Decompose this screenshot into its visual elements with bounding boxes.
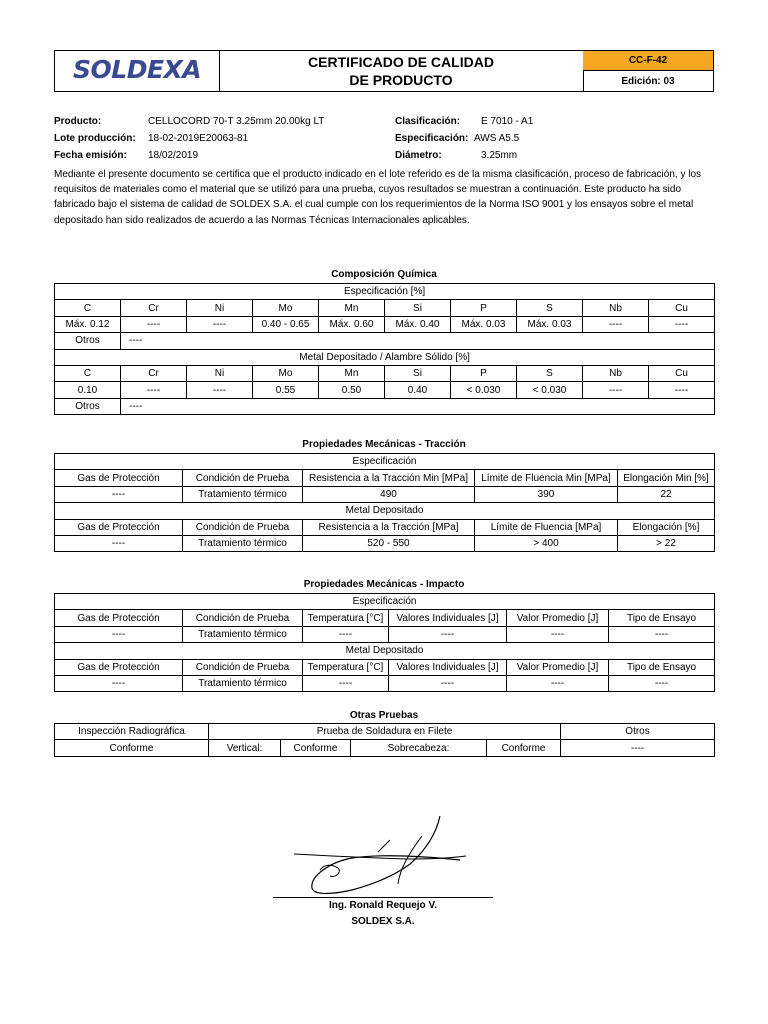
radio-value: Conforme <box>55 740 209 756</box>
value-cell: ---- <box>55 675 183 691</box>
element-cell: Ni <box>187 300 253 316</box>
dep-value-cell: 0.50 <box>319 382 385 398</box>
otros-value: ---- <box>561 740 715 756</box>
chem-title: Composición Química <box>331 269 437 280</box>
value-cell: ---- <box>55 535 183 551</box>
value-cell: ---- <box>507 675 609 691</box>
spec-value-cell: Máx. 0.12 <box>55 316 121 332</box>
column-header: Resistencia a la Tracción [MPa] <box>303 519 475 535</box>
dep-value-cell: < 0.030 <box>451 382 517 398</box>
document-code: CC-F-42 <box>583 51 713 71</box>
value-cell: > 400 <box>475 535 618 551</box>
tension-spec-header: Especificación <box>55 454 715 470</box>
dep-value-cell: ---- <box>583 382 649 398</box>
lote-value: 18-02-2019E20063-81 <box>148 133 249 144</box>
spec-value-cell: ---- <box>583 316 649 332</box>
column-header: Límite de Fluencia Min [MPa] <box>475 470 618 486</box>
element-cell: Mn <box>319 365 385 381</box>
value-cell: ---- <box>389 626 507 642</box>
spec-value-cell: Máx. 0.40 <box>385 316 451 332</box>
soldexa-logo: SOLDEXA <box>73 55 202 84</box>
signer-name: Ing. Ronald Requejo V. <box>329 900 437 911</box>
column-header: Temperatura [°C] <box>303 659 389 675</box>
title-line-1: CERTIFICADO DE CALIDAD <box>308 54 494 70</box>
element-cell: Cr <box>121 300 187 316</box>
element-cell: Ni <box>187 365 253 381</box>
diametro-label: Diámetro: <box>395 150 442 161</box>
chem-dep-header: Metal Depositado / Alambre Sólido [%] <box>55 349 715 365</box>
tension-dep-cols <box>55 519 715 535</box>
chem-dep-otros-row <box>55 398 715 414</box>
element-cell: Mn <box>319 300 385 316</box>
column-header: Temperatura [°C] <box>303 610 389 626</box>
value-cell: 520 - 550 <box>303 535 475 551</box>
impact-dep-cols <box>55 659 715 675</box>
other-title: Otras Pruebas <box>349 710 419 721</box>
element-cell: Cu <box>649 300 715 316</box>
producto-value: CELLOCORD 70-T 3.25mm 20.00kg LT <box>148 116 325 127</box>
chem-spec-row <box>55 316 715 332</box>
column-header: Gas de Protección <box>55 470 183 486</box>
element-cell: Cr <box>121 365 187 381</box>
intro-paragraph: Mediante el presente documento se certifica que el producto indicado en el lote referido es de la misma clasificación, proceso de fabricación, y los requisitos de materiales como el material que se utilizó para una prueba, cuyos resultados se muestran a continuación. Este producto ha sido fabricado bajo el sistema de calidad de SOLDEX S.A. el cual cumple con los requerimientos de la Norma ISO 9001 y los ensayos sobre el metal depositado han sido realizados de acuerdo a las Normas Técnicas Internacionales aplicables. <box>54 169 702 226</box>
tension-spec-cols <box>55 470 715 486</box>
impact-spec-cols <box>55 610 715 626</box>
value-cell: Tratamiento térmico <box>183 626 303 642</box>
value-cell: ---- <box>389 675 507 691</box>
element-cell: P <box>451 365 517 381</box>
radio-header: Inspección Radiográfica <box>55 724 209 740</box>
column-header: Condición de Prueba <box>183 610 303 626</box>
dep-value-cell: 0.10 <box>55 382 121 398</box>
other-values-row <box>55 740 715 756</box>
tension-title: Propiedades Mecánicas - Tracción <box>302 439 466 450</box>
column-header: Valor Promedio [J] <box>507 610 609 626</box>
producto-label: Producto: <box>54 116 102 127</box>
clasificacion-label: Clasificación: <box>395 116 461 127</box>
column-header: Elongación Min [%] <box>618 470 715 486</box>
impact-table <box>54 593 715 692</box>
handwritten-signature <box>290 812 480 900</box>
tension-dep-row <box>55 535 715 551</box>
tension-dep-header: Metal Depositado <box>55 503 715 519</box>
clasificacion-value: E 7010 - A1 <box>481 116 534 127</box>
fecha-value: 18/02/2019 <box>148 150 199 161</box>
fillet-header: Prueba de Soldadura en Filete <box>209 724 561 740</box>
value-cell: 490 <box>303 486 475 502</box>
chem-spec-header: Especificación [%] <box>55 284 715 300</box>
otros-header: Otros <box>561 724 715 740</box>
value-cell: Tratamiento térmico <box>183 675 303 691</box>
element-cell: S <box>517 300 583 316</box>
tension-spec-row <box>55 486 715 502</box>
element-cell: Cu <box>649 365 715 381</box>
spec-value-cell: ---- <box>121 316 187 332</box>
dep-value-cell: < 0.030 <box>517 382 583 398</box>
element-cell: Si <box>385 300 451 316</box>
logo-cell <box>55 51 220 91</box>
value-cell: Tratamiento térmico <box>183 535 303 551</box>
chem-spec-otros-row <box>55 333 715 349</box>
spec-value-cell: ---- <box>649 316 715 332</box>
other-tests-table <box>54 723 715 757</box>
otros-value: ---- <box>121 398 715 414</box>
spec-value-cell: Máx. 0.03 <box>517 316 583 332</box>
especificacion-value: AWS A5.5 <box>474 133 520 144</box>
impact-spec-row <box>55 626 715 642</box>
spec-value-cell: 0.40 - 0.65 <box>253 316 319 332</box>
column-header: Gas de Protección <box>55 519 183 535</box>
tension-table <box>54 453 715 552</box>
otros-label: Otros <box>55 398 121 414</box>
chem-element-row <box>55 365 715 381</box>
impact-spec-header: Especificación <box>55 594 715 610</box>
diametro-value: 3.25mm <box>481 150 518 161</box>
column-header: Gas de Protección <box>55 659 183 675</box>
chem-dep-row <box>55 382 715 398</box>
column-header: Límite de Fluencia [MPa] <box>475 519 618 535</box>
column-header: Valor Promedio [J] <box>507 659 609 675</box>
sobrecabeza-value: Conforme <box>487 740 561 756</box>
title-cell <box>219 51 584 91</box>
element-cell: C <box>55 300 121 316</box>
impact-title: Propiedades Mecánicas - Impacto <box>303 579 465 590</box>
value-cell: ---- <box>55 486 183 502</box>
value-cell: ---- <box>55 626 183 642</box>
dep-value-cell: ---- <box>187 382 253 398</box>
dep-value-cell: 0.40 <box>385 382 451 398</box>
value-cell: ---- <box>507 626 609 642</box>
spec-value-cell: ---- <box>187 316 253 332</box>
element-cell: Nb <box>583 300 649 316</box>
value-cell: ---- <box>609 675 715 691</box>
element-cell: Nb <box>583 365 649 381</box>
column-header: Elongación [%] <box>618 519 715 535</box>
chem-element-row <box>55 300 715 316</box>
title-line-2: DE PRODUCTO <box>349 72 453 88</box>
value-cell: Tratamiento térmico <box>183 486 303 502</box>
column-header: Resistencia a la Tracción Min [MPa] <box>303 470 475 486</box>
especificacion-label: Especificación: <box>395 133 469 144</box>
sobrecabeza-label: Sobrecabeza: <box>351 740 487 756</box>
impact-dep-row <box>55 675 715 691</box>
column-header: Condición de Prueba <box>183 659 303 675</box>
column-header: Tipo de Ensayo <box>609 610 715 626</box>
vertical-value: Conforme <box>281 740 351 756</box>
value-cell: ---- <box>303 626 389 642</box>
document-edition: Edición: 03 <box>621 75 675 87</box>
value-cell: ---- <box>609 626 715 642</box>
signer-company: SOLDEX S.A. <box>351 916 415 927</box>
dep-value-cell: ---- <box>649 382 715 398</box>
column-header: Tipo de Ensayo <box>609 659 715 675</box>
signature-line <box>273 897 493 898</box>
spec-value-cell: Máx. 0.03 <box>451 316 517 332</box>
element-cell: C <box>55 365 121 381</box>
value-cell: ---- <box>303 675 389 691</box>
element-cell: P <box>451 300 517 316</box>
value-cell: > 22 <box>618 535 715 551</box>
column-header: Gas de Protección <box>55 610 183 626</box>
dep-value-cell: ---- <box>121 382 187 398</box>
column-header: Condición de Prueba <box>183 519 303 535</box>
other-header-row <box>55 724 715 740</box>
impact-dep-header: Metal Depositado <box>55 643 715 659</box>
dep-value-cell: 0.55 <box>253 382 319 398</box>
chem-table <box>54 283 715 415</box>
column-header: Condición de Prueba <box>183 470 303 486</box>
value-cell: 390 <box>475 486 618 502</box>
fecha-label: Fecha emisión: <box>54 150 127 161</box>
element-cell: Mo <box>253 300 319 316</box>
lote-label: Lote producción: <box>54 133 136 144</box>
element-cell: S <box>517 365 583 381</box>
element-cell: Si <box>385 365 451 381</box>
document-header <box>54 50 714 92</box>
otros-value: ---- <box>121 333 715 349</box>
otros-label: Otros <box>55 333 121 349</box>
spec-value-cell: Máx. 0.60 <box>319 316 385 332</box>
value-cell: 22 <box>618 486 715 502</box>
vertical-label: Vertical: <box>209 740 281 756</box>
column-header: Valores Individuales [J] <box>389 610 507 626</box>
element-cell: Mo <box>253 365 319 381</box>
column-header: Valores Individuales [J] <box>389 659 507 675</box>
